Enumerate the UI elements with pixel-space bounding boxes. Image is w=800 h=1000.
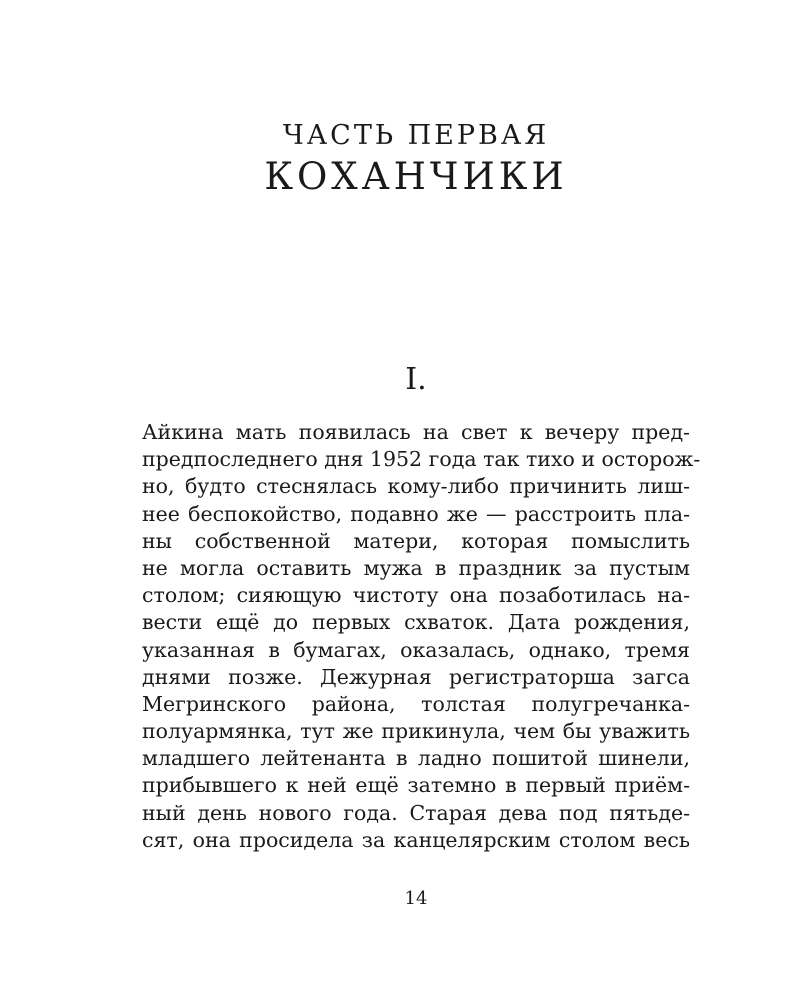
text-line: предпоследнего дня 1952 года так тихо и осторож- bbox=[142, 447, 701, 472]
part-label: ЧАСТЬ ПЕРВАЯ bbox=[282, 120, 550, 151]
page-number: 14 bbox=[404, 888, 428, 909]
text-line: Айкина мать появилась на свет к вечеру пред- bbox=[142, 420, 690, 444]
text-line: вести ещё до первых схваток. Дата рождения, bbox=[142, 610, 690, 635]
body-text bbox=[142, 419, 701, 854]
text-line: указанная в бумагах, оказалась, однако, тремя bbox=[142, 637, 690, 662]
text-line: днями позже. Дежурная регистраторша загса bbox=[142, 664, 690, 689]
chapter-number: I. bbox=[405, 362, 427, 397]
text-line: но, будто стеснялась кому-либо причинить лиш- bbox=[142, 474, 690, 499]
text-line: нее беспокойство, подавно же — расстроить пла- bbox=[142, 501, 690, 526]
text-line: сят, она просидела за канцелярским столом весь bbox=[142, 827, 690, 852]
text-line: не могла оставить мужа в праздник за пустым bbox=[142, 555, 690, 580]
part-title: КОХАНЧИКИ bbox=[264, 155, 568, 198]
text-line: Мегринского района, толстая полугречанка- bbox=[142, 691, 690, 716]
text-line: столом; сияющую чистоту она позаботилась на- bbox=[142, 583, 690, 608]
text-line: ны собственной матери, которая помыслить bbox=[142, 528, 690, 553]
text-line: младшего лейтенанта в ладно пошитой шинели, bbox=[142, 746, 690, 771]
text-line: ный день нового года. Старая дева под пятьде- bbox=[142, 800, 690, 825]
text-line: полуармянка, тут же прикинула, чем бы уважить bbox=[142, 719, 690, 744]
text-line: прибывшего к ней ещё затемно в первый приём- bbox=[142, 773, 690, 798]
